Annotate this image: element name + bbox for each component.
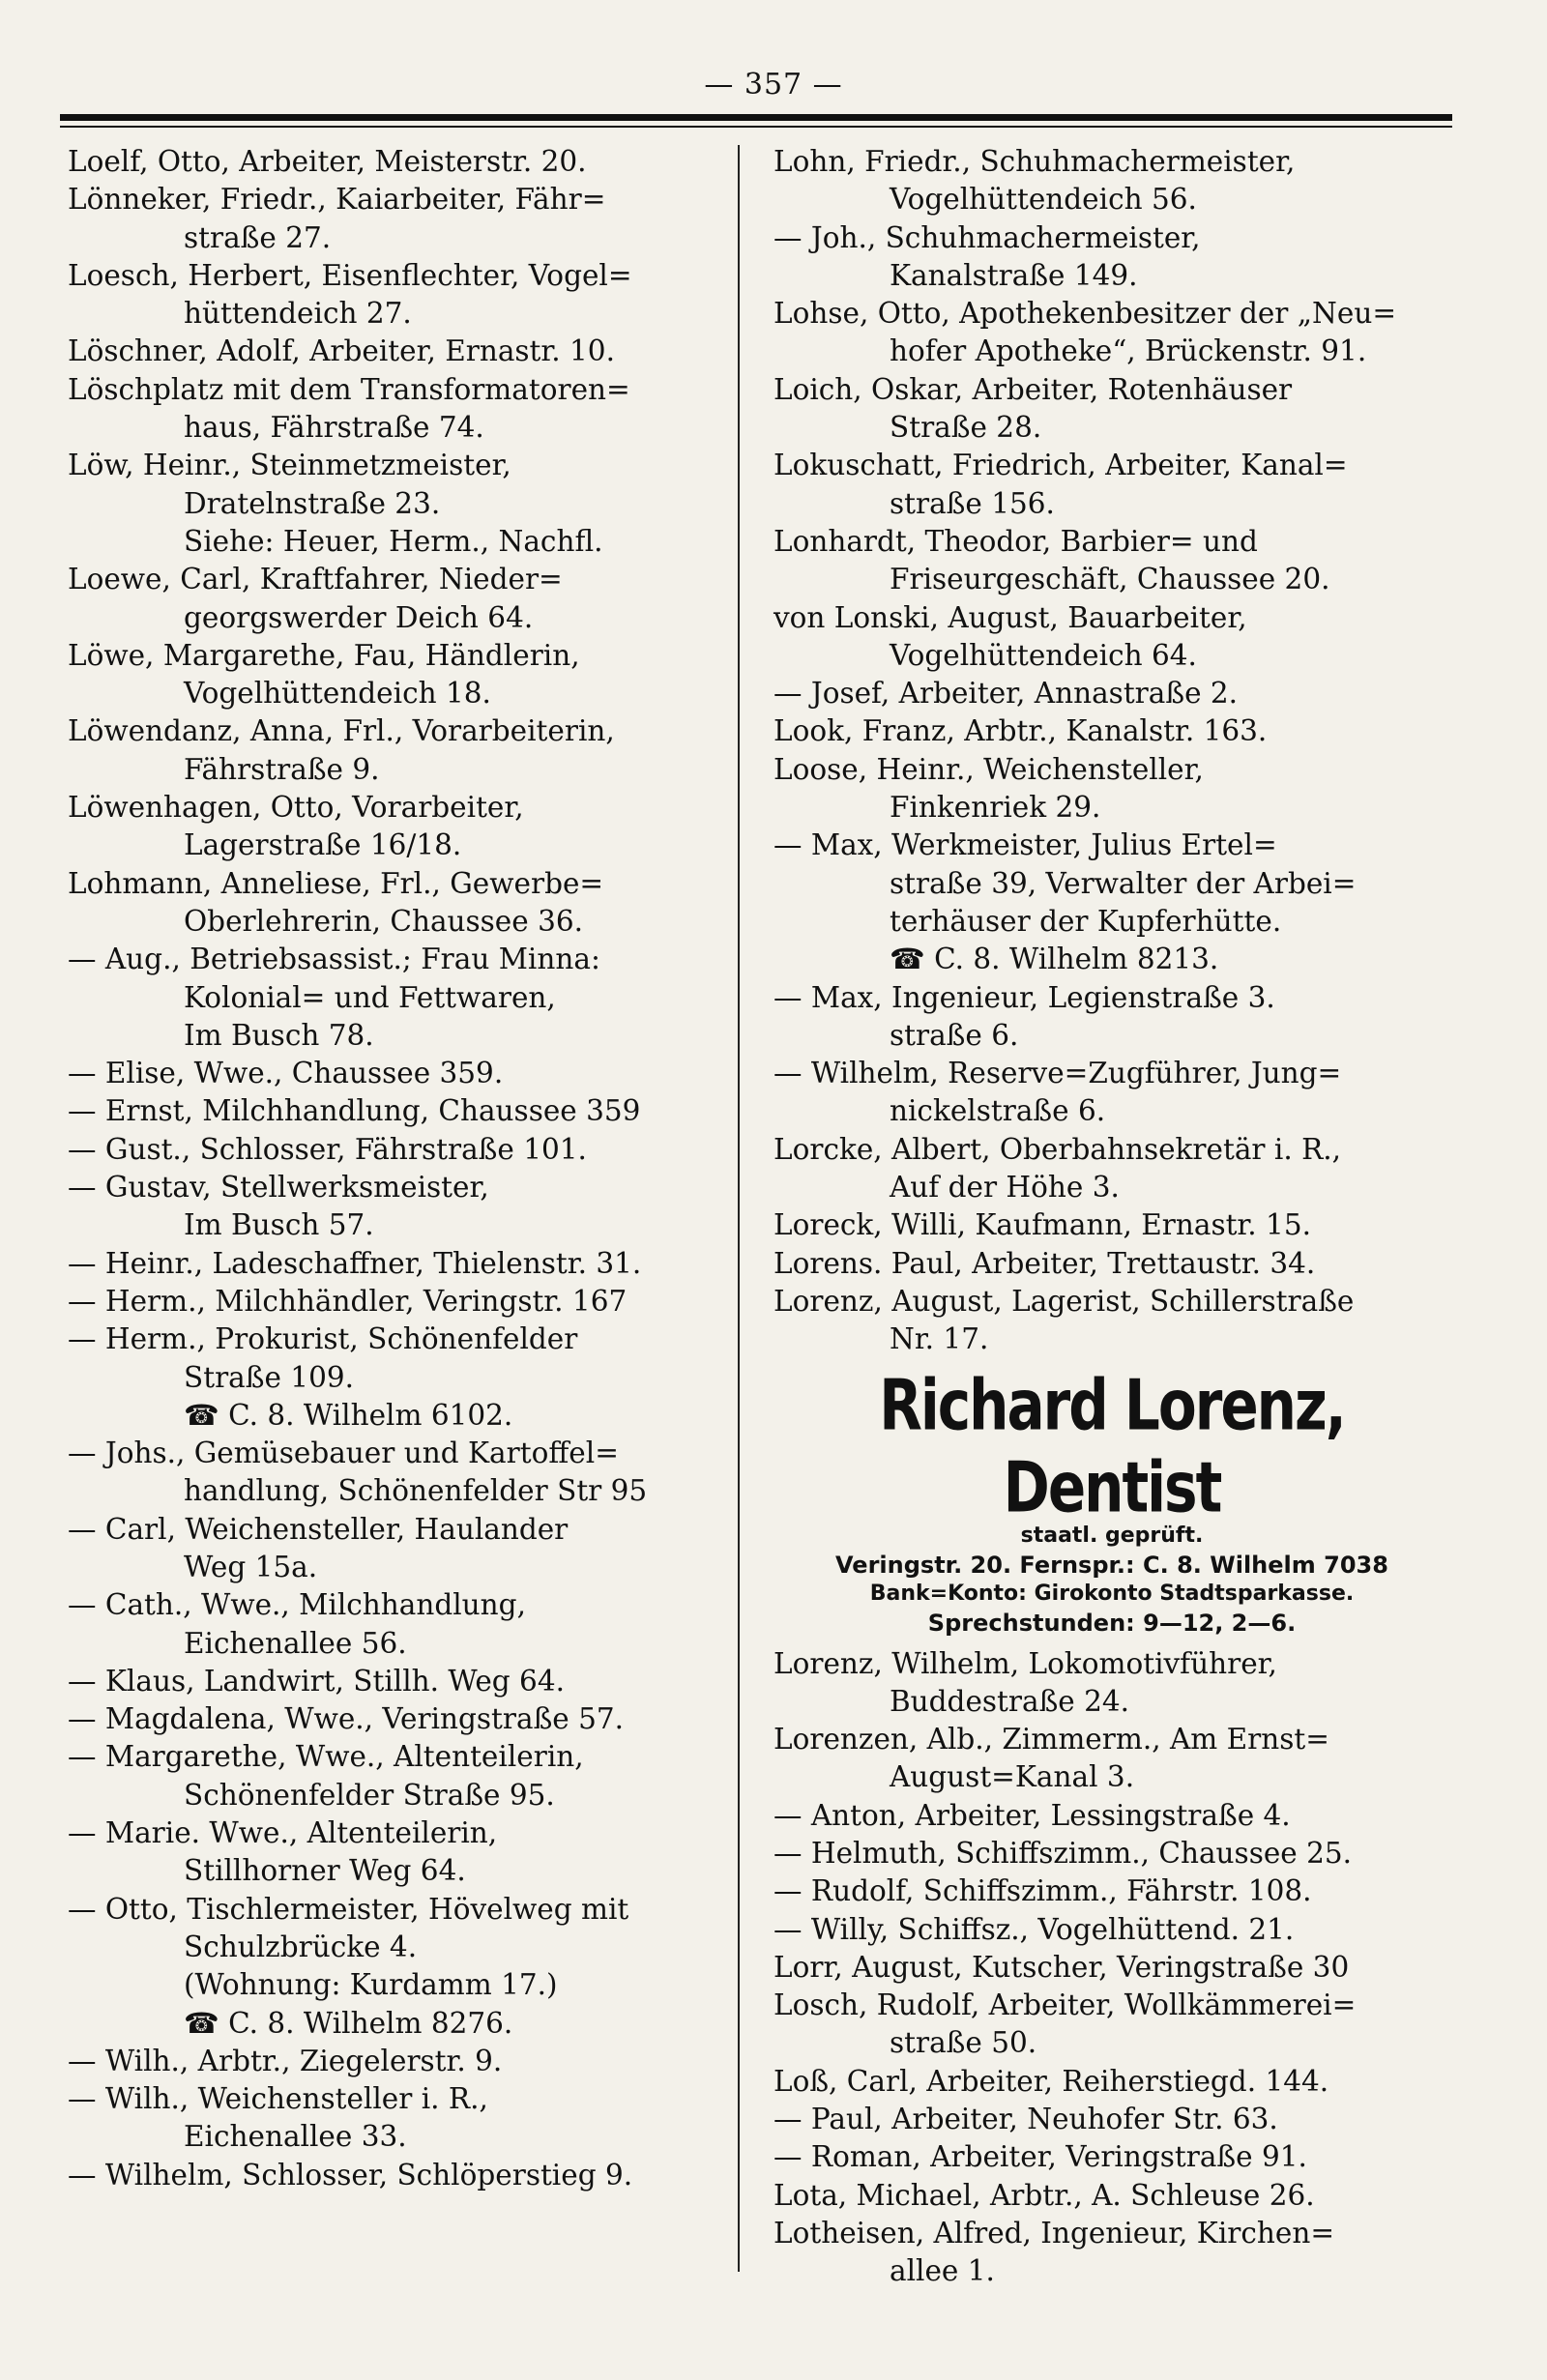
right-column-entries-top (774, 143, 1450, 1359)
entry-continuation: Straße 109. (184, 1360, 354, 1394)
directory-entry (68, 1663, 735, 1700)
directory-entry (68, 561, 735, 637)
directory-entry (68, 1245, 735, 1283)
left-column (68, 143, 735, 2194)
entry-line: Look, Franz, Arbtr., Kanalstr. 163. (774, 714, 1268, 748)
directory-entry (68, 1586, 735, 1663)
directory-entry (774, 1911, 1450, 1949)
entry-continuation: Dratelnstraße 23. (184, 486, 441, 520)
ad-bank: Bank=Konto: Girokonto Stadtsparkasse. (869, 1581, 1355, 1606)
entry-line: Lorens. Paul, Arbeiter, Trettaustr. 34. (774, 1246, 1316, 1280)
entry-continuation: Weg 15a. (184, 1550, 318, 1583)
directory-entry (774, 523, 1450, 599)
entry-continuation: Im Busch 78. (184, 1018, 374, 1052)
directory-entry (774, 827, 1450, 978)
directory-entry (68, 143, 735, 181)
directory-entry (774, 1055, 1450, 1131)
directory-entry (774, 1872, 1450, 1910)
entry-line: — Paul, Arbeiter, Neuhofer Str. 63. (774, 2103, 1278, 2136)
directory-entry (68, 941, 735, 1055)
right-column-entries-bottom (774, 1645, 1450, 2291)
directory-entry (774, 2101, 1450, 2138)
directory-entry (68, 1131, 735, 1169)
entry-continuation: Finkenriek 29. (890, 791, 1101, 825)
entry-line: — Cath., Wwe., Milchhandlung, (68, 1588, 526, 1622)
entry-line: Löschner, Adolf, Arbeiter, Ernastr. 10. (68, 334, 615, 368)
entry-continuation: ☎ C. 8. Wilhelm 8276. (184, 2006, 513, 2040)
entry-line: Lohmann, Anneliese, Frl., Gewerbe= (68, 866, 604, 900)
entry-continuation: Nr. 17. (890, 1322, 989, 1356)
directory-entry (68, 712, 735, 789)
right-column (774, 143, 1450, 2291)
directory-entry (68, 1321, 735, 1435)
entry-continuation: Stillhorner Weg 64. (184, 1854, 466, 1888)
entry-line: — Wilhelm, Reserve=Zugführer, Jung= (774, 1057, 1342, 1090)
directory-entry (774, 2063, 1450, 2101)
ad-qualification: staatl. geprüft. (1020, 1523, 1204, 1548)
entry-line: — Helmuth, Schiffszimm., Chaussee 25. (774, 1836, 1353, 1870)
column-divider (738, 145, 740, 2272)
directory-entry (68, 637, 735, 713)
directory-entry (68, 2080, 735, 2157)
entry-line: — Roman, Arbeiter, Veringstraße 91. (774, 2140, 1307, 2174)
entry-line: Loelf, Otto, Arbeiter, Meisterstr. 20. (68, 145, 587, 178)
directory-entry (68, 181, 735, 257)
entry-line: Loß, Carl, Arbeiter, Reiherstiegd. 144. (774, 2064, 1329, 2098)
directory-entry (774, 1835, 1450, 1872)
entry-continuation: ☎ C. 8. Wilhelm 8213. (890, 943, 1219, 976)
directory-entry (774, 1283, 1450, 1359)
entry-line: Loewe, Carl, Kraftfahrer, Nieder= (68, 563, 563, 596)
directory-entry (774, 1131, 1450, 1207)
directory-entry (68, 2043, 735, 2080)
entry-line: Lönneker, Friedr., Kaiarbeiter, Fähr= (68, 183, 606, 217)
entry-line: — Max, Werkmeister, Julius Ertel= (774, 828, 1277, 862)
directory-entry (774, 2138, 1450, 2176)
page-number: — 357 — (704, 68, 843, 102)
entry-line: — Anton, Arbeiter, Lessingstraße 4. (774, 1798, 1291, 1832)
directory-entry (68, 371, 735, 448)
directory-entry (68, 1700, 735, 1738)
entry-line: Löwendanz, Anna, Frl., Vorarbeiterin, (68, 714, 615, 748)
entry-line: — Joh., Schuhmachermeister, (774, 220, 1201, 254)
directory-entry (68, 865, 735, 942)
entry-line: — Max, Ingenieur, Legienstraße 3. (774, 980, 1275, 1014)
entry-line: — Johs., Gemüsebauer und Kartoffel= (68, 1437, 619, 1470)
entry-line: — Wilh., Weichensteller i. R., (68, 2082, 488, 2116)
directory-entry (774, 295, 1450, 371)
directory-entry (774, 599, 1450, 676)
entry-continuation: August=Kanal 3. (890, 1760, 1135, 1794)
entry-continuation: georgswerder Deich 64. (184, 600, 534, 634)
entry-continuation: Vogelhüttendeich 56. (890, 183, 1197, 217)
entry-continuation: straße 6. (890, 1018, 1019, 1052)
entry-continuation: straße 27. (184, 220, 332, 254)
directory-entry (68, 1738, 735, 1814)
entry-continuation: Lagerstraße 16/18. (184, 828, 462, 862)
entry-continuation: terhäuser der Kupferhütte. (890, 904, 1282, 938)
entry-line: — Carl, Weichensteller, Haulander (68, 1512, 569, 1546)
directory-entry (68, 1511, 735, 1587)
entry-line: — Rudolf, Schiffszimm., Fährstr. 108. (774, 1874, 1312, 1908)
directory-entry (774, 143, 1450, 219)
entry-continuation: Im Busch 57. (184, 1208, 374, 1242)
entry-continuation: (Wohnung: Kurdamm 17.) (184, 1968, 558, 2002)
entry-continuation: Vogelhüttendeich 64. (890, 638, 1197, 672)
entry-line: — Klaus, Landwirt, Stillh. Weg 64. (68, 1664, 565, 1698)
directory-entry (68, 1814, 735, 1891)
entry-line: — Margarethe, Wwe., Altenteilerin, (68, 1740, 584, 1774)
entry-continuation: nickelstraße 6. (890, 1094, 1106, 1128)
directory-entry (774, 1987, 1450, 2063)
entry-line: — Heinr., Ladeschaffner, Thielenstr. 31. (68, 1246, 642, 1280)
directory-entry (774, 712, 1450, 750)
entry-line: Löw, Heinr., Steinmetzmeister, (68, 449, 511, 482)
directory-entry (774, 1645, 1450, 1722)
entry-continuation: Fährstraße 9. (184, 752, 380, 786)
entry-line: Löwenhagen, Otto, Vorarbeiter, (68, 791, 524, 825)
header-rule-thick (60, 114, 1452, 121)
entry-continuation: allee 1. (890, 2254, 995, 2288)
directory-entry (774, 675, 1450, 712)
directory-entry (774, 979, 1450, 1056)
directory-entry (68, 1283, 735, 1321)
directory-entry (774, 1721, 1450, 1797)
entry-continuation: straße 156. (890, 486, 1055, 520)
entry-line: Lota, Michael, Arbtr., A. Schleuse 26. (774, 2178, 1315, 2212)
entry-continuation: Eichenallee 56. (184, 1626, 407, 1660)
entry-line: Lorcke, Albert, Oberbahnsekretär i. R., (774, 1132, 1342, 1166)
directory-entry (774, 1245, 1450, 1283)
entry-continuation: handlung, Schönenfelder Str 95 (184, 1474, 648, 1508)
entry-line: Loreck, Willi, Kaufmann, Ernastr. 15. (774, 1208, 1311, 1242)
entry-line: Lonhardt, Theodor, Barbier= und (774, 524, 1258, 558)
entry-line: Losch, Rudolf, Arbeiter, Wollkämmerei= (774, 1988, 1357, 2022)
entry-line: Löwe, Margarethe, Fau, Händlerin, (68, 638, 580, 672)
ad-name: Richard Lorenz, Dentist (879, 1363, 1345, 1528)
entry-line: — Marie. Wwe., Altenteilerin, (68, 1816, 498, 1850)
entry-line: — Ernst, Milchhandlung, Chaussee 359 (68, 1094, 641, 1128)
entry-continuation: Eichenallee 33. (184, 2120, 407, 2154)
entry-continuation: hofer Apotheke“, Brückenstr. 91. (890, 334, 1367, 368)
entry-line: — Elise, Wwe., Chaussee 359. (68, 1057, 504, 1090)
directory-entry (68, 447, 735, 561)
entry-line: von Lonski, August, Bauarbeiter, (774, 600, 1247, 634)
entry-continuation: Kanalstraße 149. (890, 258, 1138, 292)
directory-entry (774, 1206, 1450, 1244)
dentist-advertisement (774, 1363, 1450, 1638)
entry-continuation: Kolonial= und Fettwaren, (184, 980, 556, 1014)
entry-line: Loesch, Herbert, Eisenflechter, Vogel= (68, 258, 632, 292)
entry-line: Lohn, Friedr., Schuhmachermeister, (774, 145, 1296, 178)
directory-entry (68, 257, 735, 334)
entry-line: — Willy, Schiffsz., Vogelhüttend. 21. (774, 1912, 1295, 1946)
directory-entry (774, 219, 1450, 296)
entry-line: Loose, Heinr., Weichensteller, (774, 752, 1204, 786)
directory-entry (774, 1949, 1450, 1987)
entry-continuation: Schönenfelder Straße 95. (184, 1778, 555, 1812)
entry-line: Lorenz, Wilhelm, Lokomotivführer, (774, 1646, 1277, 1680)
entry-line: — Magdalena, Wwe., Veringstraße 57. (68, 1702, 625, 1736)
entry-line: — Herm., Milchhändler, Veringstr. 167 (68, 1284, 628, 1318)
entry-line: — Gust., Schlosser, Fährstraße 101. (68, 1132, 587, 1166)
directory-entry (774, 371, 1450, 448)
directory-entry (774, 2215, 1450, 2291)
entry-line: Lotheisen, Alfred, Ingenieur, Kirchen= (774, 2216, 1335, 2249)
entry-line: Lorenz, August, Lagerist, Schillerstraße (774, 1284, 1355, 1318)
directory-entry (68, 1891, 735, 2043)
entry-line: Lorenzen, Alb., Zimmerm., Am Ernst= (774, 1723, 1329, 1756)
directory-entry (68, 1055, 735, 1092)
ad-address: Veringstr. 20. Fernspr.: C. 8. Wilhelm 7038 (835, 1551, 1388, 1579)
entry-continuation: Schulzbrücke 4. (184, 1930, 418, 1963)
entry-continuation: Auf der Höhe 3. (890, 1171, 1120, 1205)
header-rule-thin (60, 126, 1452, 128)
entry-line: — Aug., Betriebsassist.; Frau Minna: (68, 943, 600, 976)
entry-continuation: Siehe: Heuer, Herm., Nachfl. (184, 524, 603, 558)
directory-entry (68, 2157, 735, 2194)
entry-line: Lokuschatt, Friedrich, Arbeiter, Kanal= (774, 449, 1348, 482)
entry-continuation: haus, Fährstraße 74. (184, 411, 484, 445)
entry-line: Lorr, August, Kutscher, Veringstraße 30 (774, 1950, 1350, 1984)
entry-continuation: hüttendeich 27. (184, 297, 412, 331)
entry-line: — Wilh., Arbtr., Ziegelerstr. 9. (68, 2044, 503, 2077)
directory-entry (774, 447, 1450, 523)
entry-continuation: Vogelhüttendeich 18. (184, 677, 491, 711)
entry-line: — Gustav, Stellwerksmeister, (68, 1171, 489, 1205)
directory-entry (774, 2177, 1450, 2215)
directory-entry (68, 1169, 735, 1245)
directory-entry (68, 1092, 735, 1130)
directory-entry (774, 1797, 1450, 1835)
directory-entry (68, 1435, 735, 1511)
entry-continuation: Friseurgeschäft, Chaussee 20. (890, 563, 1330, 596)
entry-continuation: ☎ C. 8. Wilhelm 6102. (184, 1398, 513, 1432)
entry-continuation: Oberlehrerin, Chaussee 36. (184, 904, 584, 938)
entry-line: — Herm., Prokurist, Schönenfelder (68, 1322, 578, 1356)
directory-entry (68, 789, 735, 865)
entry-continuation: straße 39, Verwalter der Arbei= (890, 866, 1357, 900)
entry-continuation: Buddestraße 24. (890, 1684, 1130, 1718)
directory-entry (68, 333, 735, 370)
entry-line: Lohse, Otto, Apothekenbesitzer der „Neu= (774, 297, 1397, 331)
ad-hours: Sprechstunden: 9—12, 2—6. (927, 1609, 1297, 1637)
entry-continuation: straße 50. (890, 2026, 1037, 2060)
entry-line: — Josef, Arbeiter, Annastraße 2. (774, 677, 1239, 711)
entry-line: Löschplatz mit dem Transformatoren= (68, 372, 630, 406)
entry-line: — Otto, Tischlermeister, Hövelweg mit (68, 1892, 629, 1926)
directory-entry (774, 751, 1450, 827)
entry-line: Loich, Oskar, Arbeiter, Rotenhäuser (774, 372, 1293, 406)
entry-continuation: Straße 28. (890, 411, 1042, 445)
entry-line: — Wilhelm, Schlosser, Schlöperstieg 9. (68, 2158, 633, 2191)
